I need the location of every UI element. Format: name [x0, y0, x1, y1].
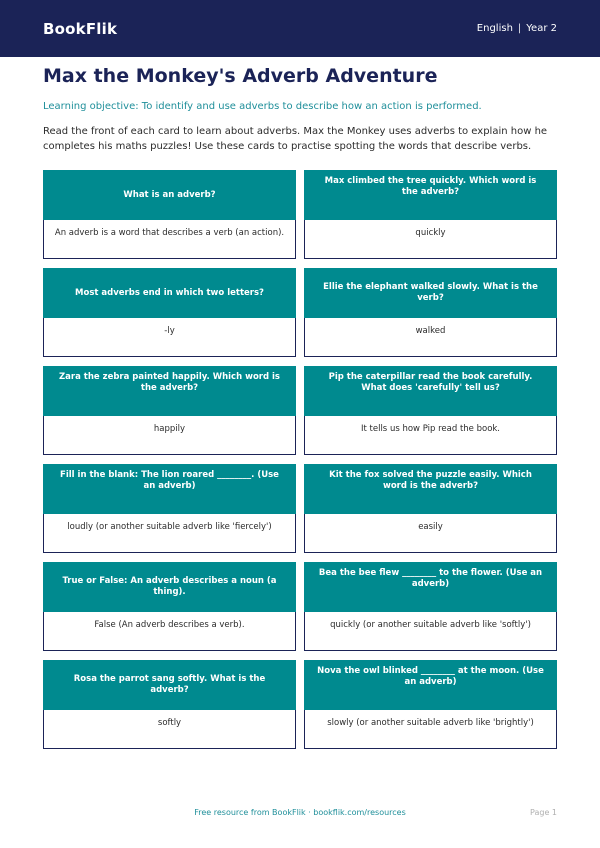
- card-front: Max climbed the tree quickly. Which word is the adverb?: [304, 170, 557, 220]
- flashcard: [43, 464, 296, 553]
- card-front: Zara the zebra painted happily. Which word is the adverb?: [43, 366, 296, 416]
- card-back: softly: [43, 710, 296, 749]
- card-back: quickly: [304, 220, 557, 259]
- flashcard-grid: [43, 170, 557, 749]
- header-meta: [477, 23, 557, 34]
- flashcard: [43, 268, 296, 357]
- language-label: English: [476, 23, 513, 34]
- card-back: -ly: [43, 318, 296, 357]
- card-front: Ellie the elephant walked slowly. What is the verb?: [304, 268, 557, 318]
- card-front: Nova the owl blinked ________ at the moon. (Use an adverb): [304, 660, 557, 710]
- footer-link[interactable]: Free resource from BookFlik · bookflik.com/resources: [194, 808, 406, 817]
- meta-separator: |: [517, 23, 522, 34]
- page-title: Max the Monkey's Adverb Adventure: [43, 65, 438, 87]
- flashcard: [304, 366, 557, 455]
- flashcard: [43, 170, 296, 259]
- card-front: Pip the caterpillar read the book carefully. What does 'carefully' tell us?: [304, 366, 557, 416]
- card-back: False (An adverb describes a verb).: [43, 612, 296, 651]
- flashcard: [304, 660, 557, 749]
- card-front: Most adverbs end in which two letters?: [43, 268, 296, 318]
- flashcard: [304, 562, 557, 651]
- page-footer: [0, 808, 600, 820]
- flashcard: [304, 268, 557, 357]
- year-label: Year 2: [526, 23, 557, 34]
- card-front: What is an adverb?: [43, 170, 296, 220]
- brand-logo-text[interactable]: BookFlik: [43, 19, 118, 38]
- card-back: slowly (or another suitable adverb like 'brightly'): [304, 710, 557, 749]
- card-back: easily: [304, 514, 557, 553]
- flashcard: [43, 562, 296, 651]
- card-front: Kit the fox solved the puzzle easily. Which word is the adverb?: [304, 464, 557, 514]
- card-front: Bea the bee flew ________ to the flower. (Use an adverb): [304, 562, 557, 612]
- flashcard: [43, 660, 296, 749]
- page-number: Page 1: [530, 808, 557, 817]
- learning-objective: Learning objective: To identify and use adverbs to describe how an action is performed.: [43, 101, 482, 112]
- card-back: An adverb is a word that describes a verb (an action).: [43, 220, 296, 259]
- card-back: happily: [43, 416, 296, 455]
- flashcard: [43, 366, 296, 455]
- flashcard: [304, 464, 557, 553]
- card-back: loudly (or another suitable adverb like 'fiercely'): [43, 514, 296, 553]
- top-bar: [0, 0, 600, 57]
- card-front: Fill in the blank: The lion roared ________. (Use an adverb): [43, 464, 296, 514]
- flashcard: [304, 170, 557, 259]
- card-back: It tells us how Pip read the book.: [304, 416, 557, 455]
- card-front: Rosa the parrot sang softly. What is the adverb?: [43, 660, 296, 710]
- card-back: quickly (or another suitable adverb like 'softly'): [304, 612, 557, 651]
- intro-paragraph: Read the front of each card to learn about adverbs. Max the Monkey uses adverbs to explain how he completes his maths puzzles! Use these cards to practise spotting the words that describe verbs.: [43, 126, 548, 152]
- card-back: walked: [304, 318, 557, 357]
- card-front: True or False: An adverb describes a noun (a thing).: [43, 562, 296, 612]
